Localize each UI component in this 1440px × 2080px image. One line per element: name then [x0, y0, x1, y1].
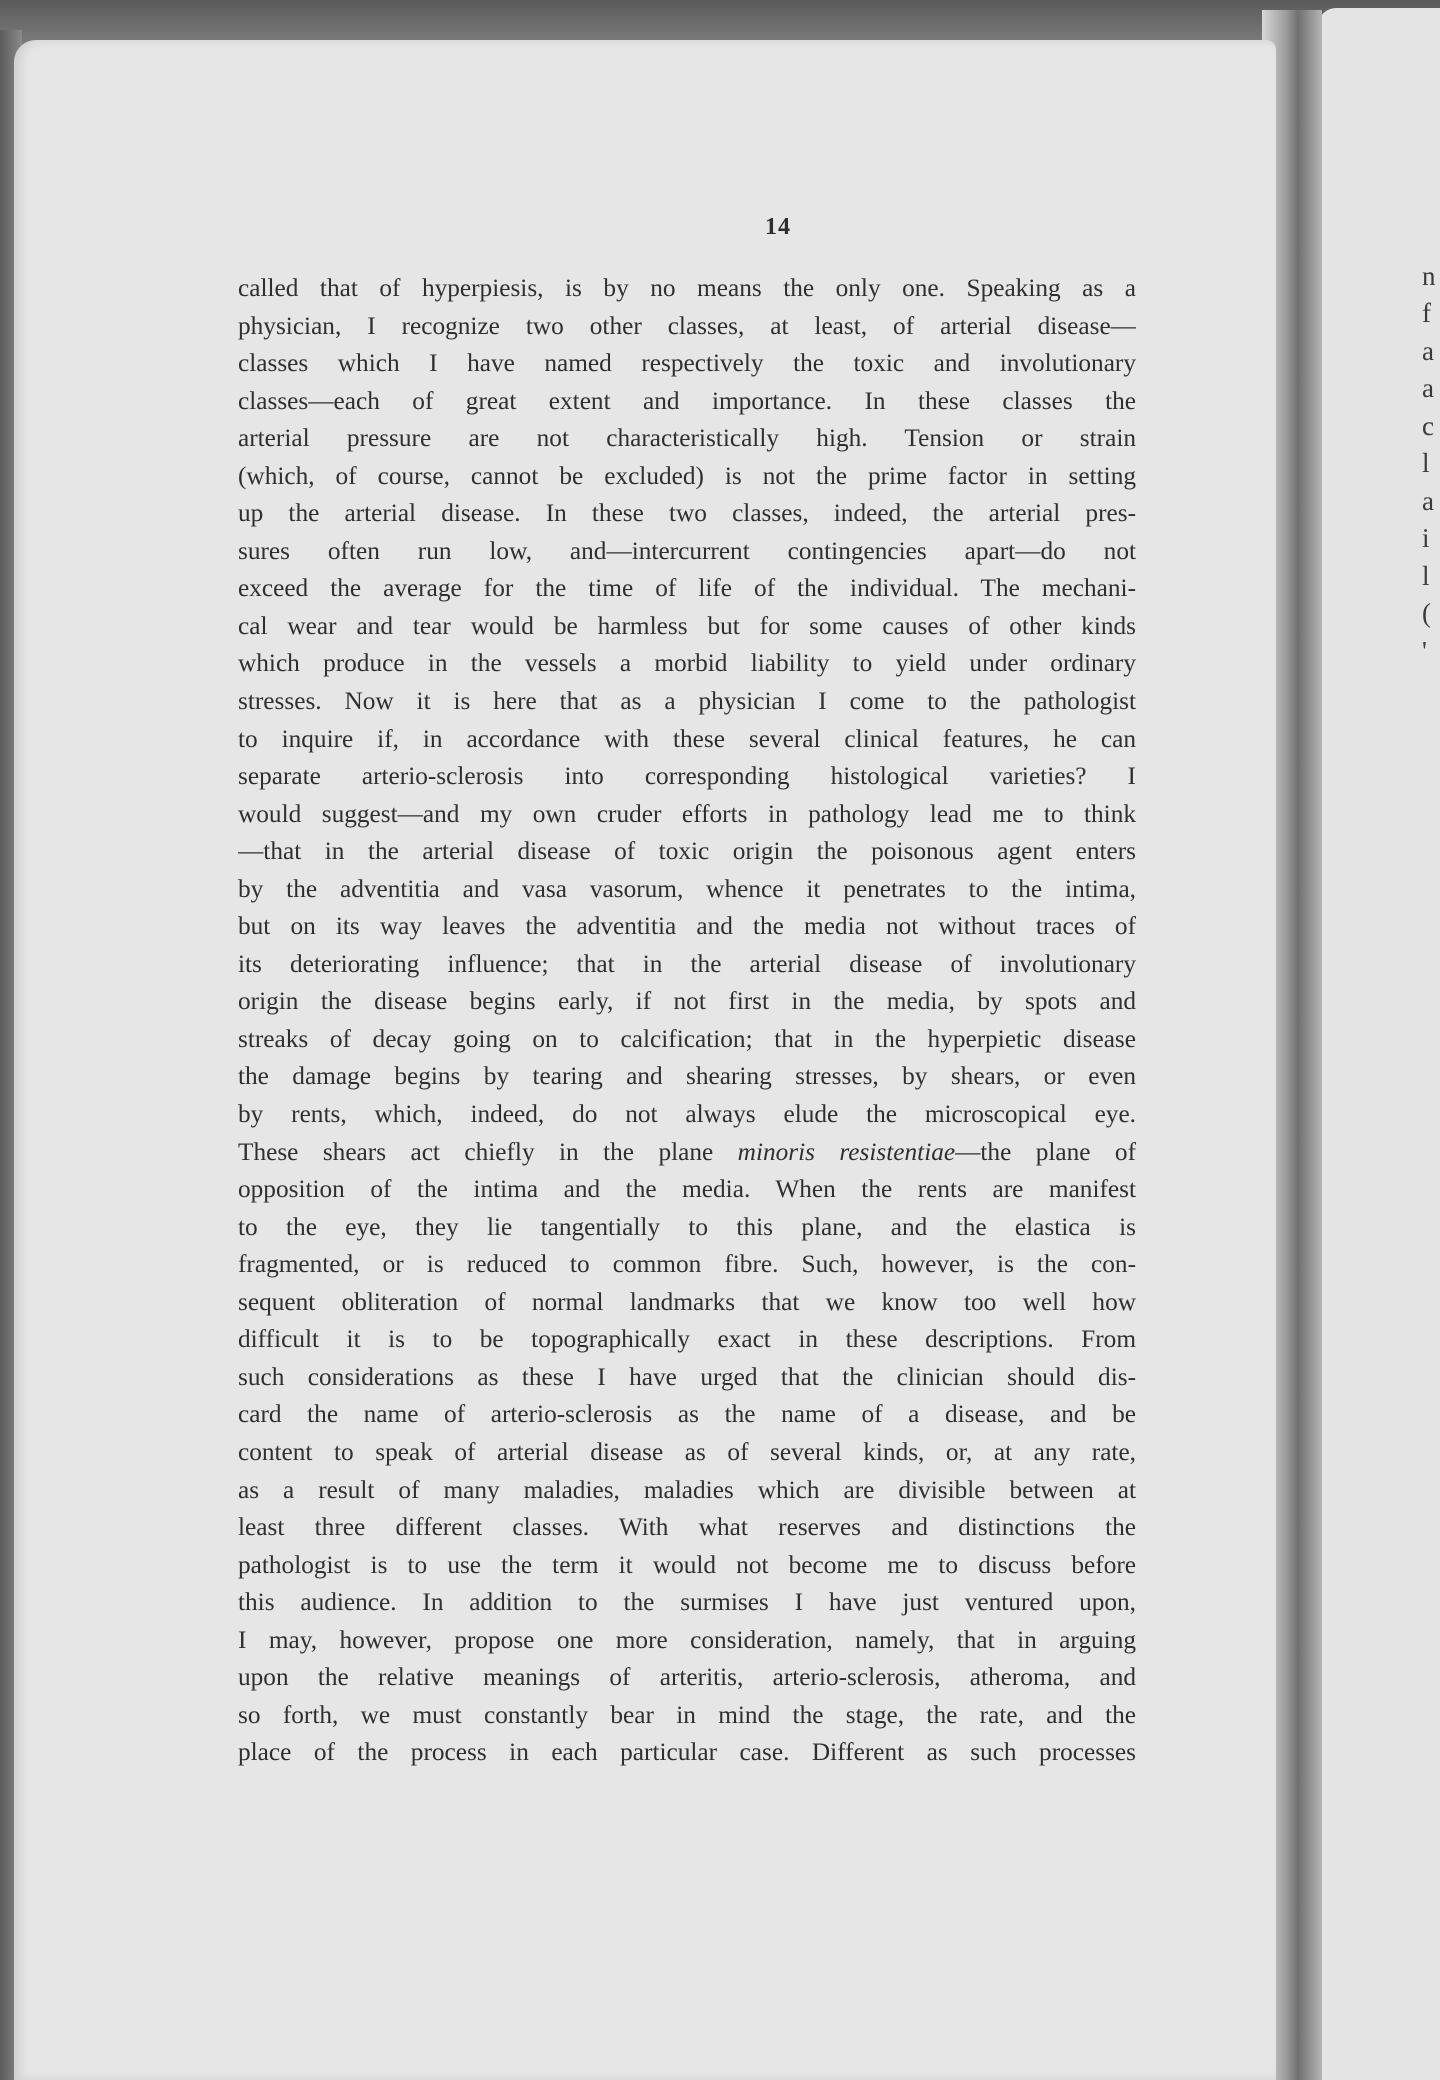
text-line: opposition of the intima and the media. When the rents are manifest	[238, 1175, 1136, 1204]
text-line: arterial pressure are not characteristically high. Tension or strain	[238, 424, 1136, 453]
text-line: the damage begins by tearing and shearing stresses, by shears, or even	[238, 1062, 1136, 1091]
text-line: to the eye, they lie tangentially to this plane, and the elastica is	[238, 1212, 1136, 1241]
adjacent-page-fragment: (	[1422, 598, 1431, 628]
adjacent-page-fragment: a	[1422, 486, 1434, 516]
text-line: sures often run low, and—intercurrent contingencies apart—do not	[238, 536, 1136, 565]
text-line: but on its way leaves the adventitia and the media not without traces of	[238, 912, 1136, 941]
text-line: content to speak of arterial disease as of several kinds, or, at any rate,	[238, 1437, 1136, 1466]
text-line: exceed the average for the time of life of the individual. The mechani-	[238, 574, 1136, 603]
text-line: up the arterial disease. In these two classes, indeed, the arterial pres-	[238, 499, 1136, 528]
text-line: place of the process in each particular case. Different as such processes	[238, 1738, 1136, 1767]
text-line: its deteriorating influence; that in the arterial disease of involutionary	[238, 949, 1136, 978]
text-line: such considerations as these I have urged that the clinician should dis-	[238, 1362, 1136, 1391]
text-line: pathologist is to use the term it would not become me to discuss before	[238, 1550, 1136, 1579]
text-line: to inquire if, in accordance with these several clinical features, he can	[238, 724, 1136, 753]
text-line: stresses. Now it is here that as a physician I come to the pathologist	[238, 687, 1136, 716]
text-line: sequent obliteration of normal landmarks that we know too well how	[238, 1287, 1136, 1316]
page-number: 14	[765, 214, 791, 240]
adjacent-page-fragment: n	[1422, 261, 1436, 291]
text-line: difficult it is to be topographically exact in these descriptions. From	[238, 1325, 1136, 1354]
text-line: least three different classes. With what reserves and distinctions the	[238, 1513, 1136, 1542]
text-line: card the name of arterio-sclerosis as the name of a disease, and be	[238, 1400, 1136, 1429]
text-line: separate arterio-sclerosis into corresponding histological varieties? I	[238, 762, 1136, 791]
adjacent-page-fragment: f	[1422, 298, 1431, 328]
text-line: which produce in the vessels a morbid liability to yield under ordinary	[238, 649, 1136, 678]
text-line: by rents, which, indeed, do not always elude the microscopical eye.	[238, 1100, 1136, 1129]
adjacent-page-fragment: a	[1422, 336, 1434, 366]
text-line: These shears act chiefly in the plane minoris resistentiae—the plane of	[238, 1137, 1136, 1166]
adjacent-page	[1318, 8, 1440, 2080]
text-line: —that in the arterial disease of toxic origin the poisonous agent enters	[238, 837, 1136, 866]
text-line: physician, I recognize two other classes, at least, of arterial disease—	[238, 311, 1136, 340]
text-line: origin the disease begins early, if not first in the media, by spots and	[238, 987, 1136, 1016]
scanner-surround	[0, 0, 1440, 44]
adjacent-page-fragment: l	[1422, 561, 1430, 591]
adjacent-page-fragment: c	[1422, 411, 1434, 441]
adjacent-page-fragment: i	[1422, 523, 1430, 553]
text-line: classes—each of great extent and importance. In these classes the	[238, 386, 1136, 415]
text-line: so forth, we must constantly bear in mind the stage, the rate, and the	[238, 1700, 1136, 1729]
text-line: called that of hyperpiesis, is by no means the only one. Speaking as a	[238, 274, 1136, 302]
text-line: as a result of many maladies, maladies which are divisible between at	[238, 1475, 1136, 1504]
text-line: classes which I have named respectively the toxic and involutionary	[238, 349, 1136, 378]
adjacent-page-fragment: l	[1422, 448, 1430, 478]
text-line: streaks of decay going on to calcification; that in the hyperpietic disease	[238, 1024, 1136, 1053]
text-line: would suggest—and my own cruder efforts in pathology lead me to think	[238, 799, 1136, 828]
adjacent-page-fragment: '	[1422, 636, 1427, 666]
text-line: by the adventitia and vasa vasorum, whence it penetrates to the intima,	[238, 874, 1136, 903]
text-line: I may, however, propose one more consideration, namely, that in arguing	[238, 1625, 1136, 1654]
text-line: upon the relative meanings of arteritis, arterio-sclerosis, atheroma, and	[238, 1663, 1136, 1692]
text-line: cal wear and tear would be harmless but for some causes of other kinds	[238, 611, 1136, 640]
text-line: (which, of course, cannot be excluded) is not the prime factor in setting	[238, 461, 1136, 490]
adjacent-page-fragment: a	[1422, 373, 1434, 403]
text-line: this audience. In addition to the surmises I have just ventured upon,	[238, 1588, 1136, 1617]
body-text	[238, 270, 1136, 1772]
text-line: fragmented, or is reduced to common fibre. Such, however, is the con-	[238, 1250, 1136, 1279]
